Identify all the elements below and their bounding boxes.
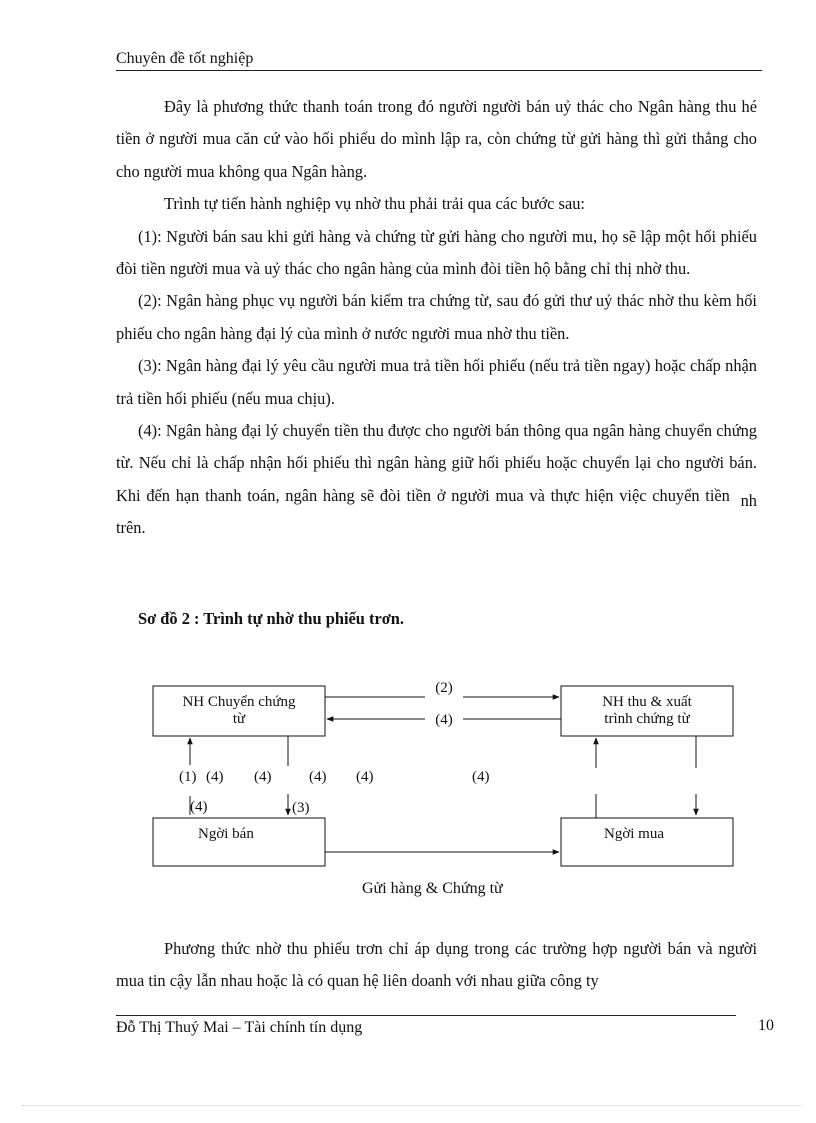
page-header: Chuyên đề tốt nghiệp xyxy=(116,50,762,71)
figure-title: Sơ đồ 2 : Trình tự nhờ thu phiếu trơn. xyxy=(138,609,405,628)
paragraph-step-1: (1): Người bán sau khi gửi hàng và chứng từ gửi hàng cho người mu, họ sẽ lập một hối phiếu đòi tiền người mua và uỷ thác cho ngân hàng của mình đòi tiền hộ bằng chỉ thị nhờ thu. xyxy=(116,226,757,279)
paragraph-step-4-text: (4): Ngân hàng đại lý chuyển tiền thu được cho người bán thông qua ngân hàng chuyển chứng từ. Nếu chỉ là chấp nhận hối phiếu thì ngân hàng giữ hối phiếu hoặc chuyển lại cho người bán. Khi đến hạn thanh toán, ngân hàng sẽ đòi tiền ở người mua và thực hiện việc chuyển tiền xyxy=(116,421,757,505)
arrow-4-label: (4) xyxy=(435,712,453,728)
closing-text xyxy=(116,933,757,998)
footer-author: Đỗ Thị Thuý Mai – Tài chính tín dụng xyxy=(116,1019,363,1036)
step-label-5: (4) xyxy=(356,769,374,785)
paragraph-step-2: (2): Ngân hàng phục vụ người bán kiểm tra chứng từ, sau đó gửi thư uỷ thác nhờ thu kèm hối phiếu cho ngân hàng đại lý của mình ở nước người mua nhờ thu tiền. xyxy=(116,291,757,343)
paragraph-steps-intro: Trình tự tiến hành nghiệp vụ nhờ thu phải trải qua các bước sau: xyxy=(164,194,585,214)
figure-caption: Gửi hàng & Chứng từ xyxy=(362,880,503,897)
remitting-bank-label-2: từ xyxy=(232,711,246,727)
step-label-6: (4) xyxy=(472,769,490,785)
step-label-2: (4) xyxy=(206,769,224,785)
lower-label-right: (3) xyxy=(292,800,310,816)
paragraph-step-4-sub: nh xyxy=(740,490,757,510)
collecting-bank-label-1: NH thu & xuất xyxy=(602,694,692,710)
step-label-4: (4) xyxy=(309,769,327,785)
footer-rule xyxy=(116,1015,736,1016)
buyer-label: Ngời mua xyxy=(604,826,665,842)
remitting-bank-label-1: NH Chuyển chứng xyxy=(182,694,296,710)
paragraph-step-4-end: trên. xyxy=(116,518,146,538)
step-label-3: (4) xyxy=(254,769,272,785)
page-bottom-divider xyxy=(22,1105,802,1106)
page-number: 10 xyxy=(758,1017,774,1034)
paragraph-intro: Đây là phương thức thanh toán trong đó người người bán uỷ thác cho Ngân hàng thu hé tiền ở người mua căn cứ vào hối phiếu do mình lập ra, còn chứng từ gửi hàng thì gửi thẳng cho cho người mua không qua Ngân hàng. xyxy=(116,97,757,181)
paragraph-closing: Phương thức nhờ thu phiếu trơn chỉ áp dụng trong các trường hợp người bán và người mua tin cậy lẫn nhau hoặc là có quan hệ liên doanh với nhau giữa công ty xyxy=(116,939,757,991)
step-label-1: (1) xyxy=(179,769,197,785)
paragraph-step-3: (3): Ngân hàng đại lý yêu cầu người mua trả tiền hối phiếu (nếu trả tiền ngay) hoặc chấp nhận trả tiền hối phiếu (nếu mua chịu). xyxy=(116,356,757,408)
lower-label-left: (4) xyxy=(190,799,208,815)
seller-label: Ngời bán xyxy=(198,826,254,842)
collecting-bank-label-2: trình chứng từ xyxy=(604,711,690,727)
arrow-2-label: (2) xyxy=(435,680,453,696)
